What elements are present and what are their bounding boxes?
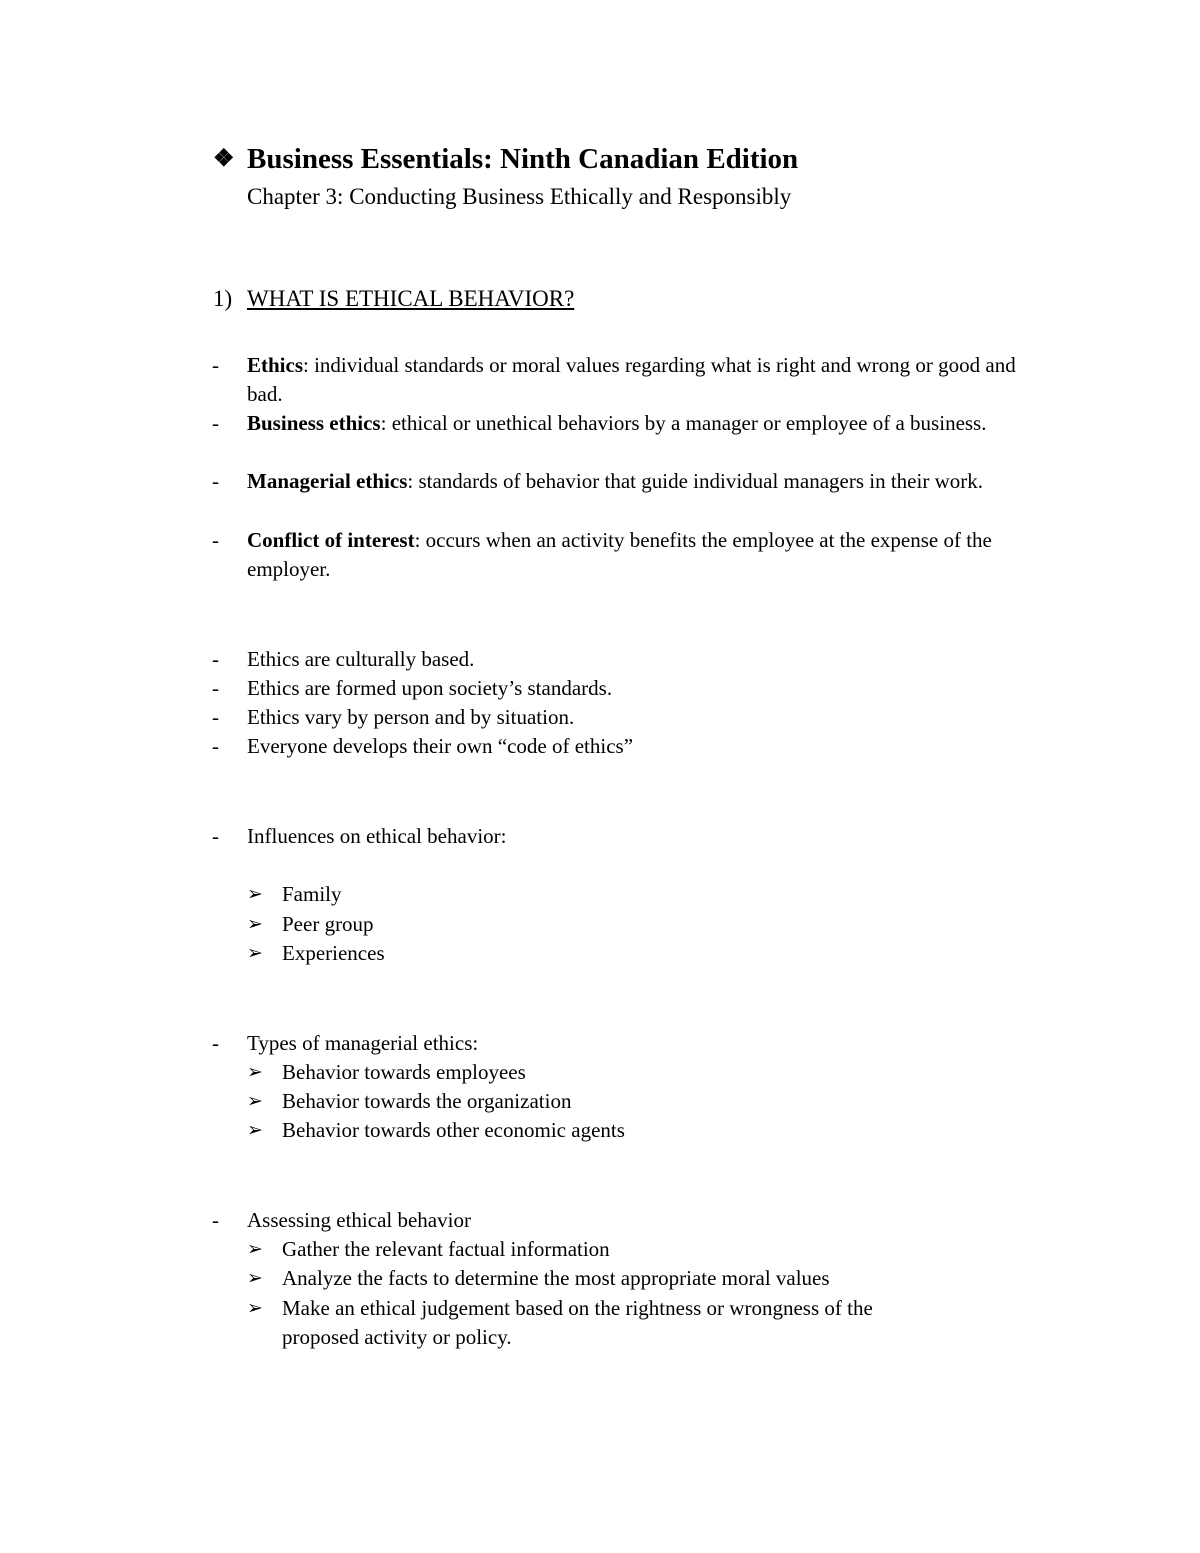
- arrow-bullet-icon: ➢: [247, 1239, 263, 1260]
- assessing-step: [247, 1294, 927, 1352]
- influence-text: Family: [282, 882, 342, 906]
- section-number: 1): [213, 286, 233, 311]
- document-title: Business Essentials: Ninth Canadian Edition: [247, 143, 799, 175]
- dash-bullet: -: [212, 411, 219, 435]
- arrow-bullet-icon: ➢: [247, 1062, 263, 1083]
- section-heading-text: WHAT IS ETHICAL BEHAVIOR?: [247, 286, 575, 311]
- definition-item: [212, 409, 1032, 438]
- fact-text: Ethics are formed upon society’s standards.: [247, 676, 613, 700]
- arrow-bullet-icon: ➢: [247, 1091, 263, 1112]
- influences-label-item: [212, 822, 1032, 851]
- assessing-step-text: Gather the relevant factual information: [282, 1237, 610, 1261]
- definition-text: : ethical or unethical behaviors by a manager or employee of a business.: [380, 411, 987, 435]
- fact-item: [212, 674, 1032, 703]
- assessing-step-text: Make an ethical judgement based on the rightness or wrongness of the proposed activity or policy.: [282, 1296, 873, 1349]
- influence-item: [247, 880, 1007, 909]
- type-text: Behavior towards other economic agents: [282, 1118, 625, 1142]
- influence-item: [247, 910, 1007, 939]
- definition-term: Conflict of interest: [247, 528, 415, 552]
- definition-item: [212, 351, 1032, 409]
- fact-text: Everyone develops their own “code of ethics”: [247, 734, 634, 758]
- dash-bullet: -: [212, 647, 219, 671]
- dash-bullet: -: [212, 528, 219, 552]
- definition-text: : individual standards or moral values regarding what is right and wrong or good and bad.: [247, 353, 1016, 406]
- dash-bullet: -: [212, 705, 219, 729]
- definition-text: : occurs when an activity benefits the employee at the expense of the employer.: [247, 528, 992, 581]
- types-label: Types of managerial ethics:: [247, 1031, 479, 1055]
- type-item: [247, 1116, 1007, 1145]
- dash-bullet: -: [212, 1208, 219, 1232]
- definition-term: Managerial ethics: [247, 469, 408, 493]
- definition-item: [212, 467, 1032, 496]
- influence-text: Peer group: [282, 912, 374, 936]
- chapter-subtitle: Chapter 3: Conducting Business Ethically and Responsibly: [247, 184, 792, 209]
- section-heading: [213, 286, 574, 312]
- influence-item: [247, 939, 1007, 968]
- dash-bullet: -: [212, 1031, 219, 1055]
- assessing-label-item: [212, 1206, 1032, 1235]
- arrow-bullet-icon: ➢: [247, 1298, 263, 1319]
- assessing-step: [247, 1235, 1007, 1264]
- type-text: Behavior towards the organization: [282, 1089, 572, 1113]
- dash-bullet: -: [212, 676, 219, 700]
- assessing-step-text: Analyze the facts to determine the most appropriate moral values: [282, 1266, 830, 1290]
- fact-item: [212, 645, 1032, 674]
- dash-bullet: -: [212, 353, 219, 377]
- type-item: [247, 1058, 1007, 1087]
- dash-bullet: -: [212, 824, 219, 848]
- type-item: [247, 1087, 1007, 1116]
- definition-term: Business ethics: [247, 411, 381, 435]
- arrow-bullet-icon: ➢: [247, 943, 263, 964]
- arrow-bullet-icon: ➢: [247, 914, 263, 935]
- diamond-bullet-icon: ❖: [213, 146, 235, 172]
- types-label-item: [212, 1029, 1032, 1058]
- fact-text: Ethics are culturally based.: [247, 647, 475, 671]
- fact-text: Ethics vary by person and by situation.: [247, 705, 575, 729]
- assessing-label: Assessing ethical behavior: [247, 1208, 471, 1232]
- influences-label: Influences on ethical behavior:: [247, 824, 507, 848]
- arrow-bullet-icon: ➢: [247, 1120, 263, 1141]
- arrow-bullet-icon: ➢: [247, 884, 263, 905]
- definition-item: [212, 526, 1032, 584]
- type-text: Behavior towards employees: [282, 1060, 526, 1084]
- assessing-step: [247, 1264, 1007, 1293]
- definition-term: Ethics: [247, 353, 304, 377]
- influence-text: Experiences: [282, 941, 385, 965]
- definition-text: : standards of behavior that guide individual managers in their work.: [407, 469, 983, 493]
- dash-bullet: -: [212, 734, 219, 758]
- document-title-row: [213, 143, 798, 176]
- dash-bullet: -: [212, 469, 219, 493]
- arrow-bullet-icon: ➢: [247, 1268, 263, 1289]
- fact-item: [212, 732, 1032, 761]
- fact-item: [212, 703, 1032, 732]
